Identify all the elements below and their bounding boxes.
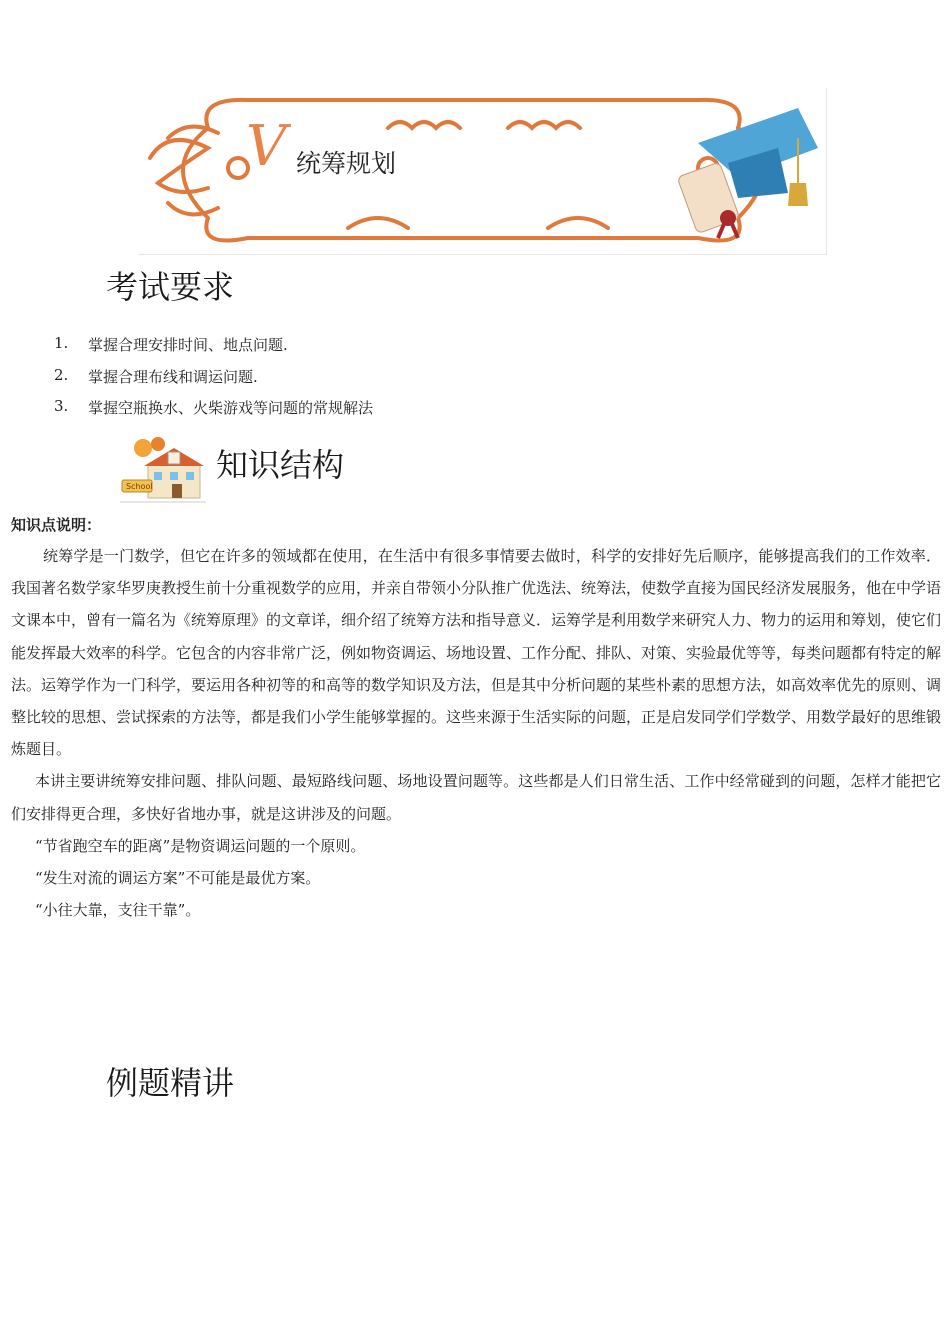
list-text: 掌握空瓶换水、火柴游戏等问题的常规解法 <box>88 399 374 417</box>
school-sign-label: School <box>126 482 153 491</box>
knowledge-body <box>11 540 941 926</box>
list-number: 2. <box>54 365 69 384</box>
principle-line: “小往大靠，支往干靠”。 <box>35 901 201 920</box>
list-text: 掌握合理布线和调运问题. <box>88 367 258 386</box>
section-heading-requirements: 考试要求 <box>106 268 235 306</box>
principle-line: “发生对流的调运方案”不可能是最优方案。 <box>35 869 321 888</box>
title-banner <box>138 88 827 255</box>
list-item <box>54 334 373 366</box>
principle-line: “节省跑空车的距离”是物资调运问题的一个原则。 <box>35 836 366 855</box>
school-house-icon <box>118 436 208 506</box>
section-heading-structure: 知识结构 <box>216 446 345 484</box>
banner-roman-numeral: V <box>246 114 287 179</box>
requirements-list <box>54 334 373 429</box>
section-heading-examples: 例题精讲 <box>106 1064 235 1102</box>
knowledge-label: 知识点说明： <box>11 516 102 534</box>
paragraph: 统筹学是一门数学，但它在许多的领域都在使用，在生活中有很多事情要去做时，科学的安排好先后顺序，能够提高我们的工作效率．我国著名数学家华罗庚教授生前十分重视数学的应用，并亲自带领小分队推广优选法、统筹法，使数学直接为国民经济发展服务，他在中学语文课本中，曾有一篇名为《统筹原理》的文章详，细介绍了统筹方法和指导意义．运筹学是利用数学来研究人力、物力的运用和筹划，使它们能发挥最大效率的科学。它包含的内容非常广泛，例如物资调运、场地设置、工作分配、排队、对策、实验最优等等，每类问题都有特定的解法。运筹学作为一门科学，要运用各种初等的和高等的数学知识及方法，但是其中分析问题的某些朴素的思想方法，如高效率优先的原则、调整比较的思想、尝试探索的方法等，都是我们小学生能够掌握的。这些来源于生活实际的问题，正是启发同学们学数学、用数学最好的思维锻炼题目。 <box>11 547 942 759</box>
list-number: 1. <box>54 334 69 352</box>
ornamental-frame-icon <box>138 88 826 254</box>
list-item <box>54 397 373 429</box>
list-text: 掌握合理安排时间、地点问题. <box>88 336 288 354</box>
banner-title: 统筹规划 <box>296 149 397 178</box>
paragraph: 本讲主要讲统筹安排问题、排队问题、最短路线问题、场地设置问题等。这些都是人们日常生活、工作中经常碰到的问题，怎样才能把它们安排得更合理，多快好省地办事，就是这讲涉及的问题。 <box>11 772 941 823</box>
list-number: 3. <box>54 397 69 415</box>
list-item <box>54 366 373 398</box>
